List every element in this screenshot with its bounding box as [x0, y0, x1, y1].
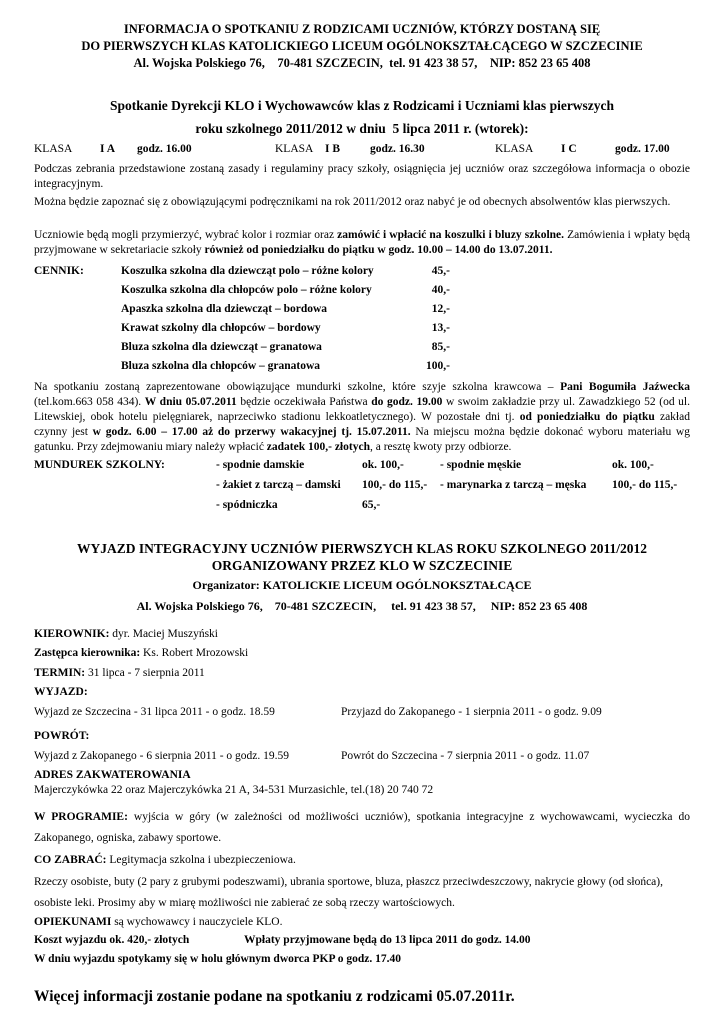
wplaty: Wpłaty przyjmowane będą do 13 lipca 2011 do godz. 14.00	[244, 934, 531, 946]
class-time: godz. 17.00	[615, 143, 670, 155]
mundurek-cell: 65,-	[362, 499, 381, 511]
koszt: Koszt wyjazdu ok. 420,- złotych	[34, 934, 190, 946]
class-name: I A	[100, 143, 116, 155]
cennik-item-name: Bluza szkolna dla chłopców – granatowa	[121, 360, 321, 372]
class-name: I B	[325, 143, 341, 155]
meeting-paragraph-3: Uczniowie będą mogli przymierzyć, wybrać kolor i rozmiar oraz zamówić i wpłacić na koszulki i bluzy szkolne. Zamówienia i wpłaty będą przyjmowane w sekretariacie szkoły również od poniedziałku do piątku w godz. 10.00 – 14.00 do 13.07.2011.	[34, 229, 690, 256]
cennik-item-name: Krawat szkolny dla chłopców – bordowy	[121, 322, 321, 334]
cennik-item-price: 45,-	[431, 265, 450, 277]
adres-label: ADRES ZAKWATEROWANIA	[34, 769, 191, 781]
class-time: godz. 16.30	[370, 143, 425, 155]
powrot-departure: Wyjazd z Zakopanego - 6 sierpnia 2011 - o godz. 19.59	[34, 750, 289, 762]
wyjazd-departure: Wyjazd ze Szczecina - 31 lipca 2011 - o godz. 18.59	[34, 706, 275, 718]
meeting-title-1: Spotkanie Dyrekcji KLO i Wychowawców klas z Rodzicami i Uczniami klas pierwszych	[109, 98, 615, 113]
cennik-item-name: Koszulka szkolna dla chłopców polo – różne kolory	[121, 284, 372, 296]
header-line-2: DO PIERWSZYCH KLAS KATOLICKIEGO LICEUM OGÓLNOKSZTAŁCĄCEGO W SZCZECINIE	[81, 39, 643, 53]
termin: TERMIN: 31 lipca - 7 sierpnia 2011	[34, 667, 205, 679]
header-address: Al. Wojska Polskiego 76, 70-481 SZCZECIN, tel. 91 423 38 57, NIP: 852 23 65 408	[133, 56, 591, 70]
spotkanie-dworzec: W dniu wyjazdu spotykamy się w holu głównym dworca PKP o godz. 17.40	[34, 953, 401, 965]
cennik-item-price: 40,-	[431, 284, 450, 296]
mundurek-cell: ok. 100,-	[362, 459, 404, 471]
powrot-label: POWRÓT:	[34, 730, 90, 742]
classes-row	[0, 143, 724, 159]
class-label: KLASA	[34, 143, 73, 155]
mundurek-cell: 100,- do 115,-	[612, 479, 678, 491]
class-label: KLASA	[275, 143, 314, 155]
adres: Majerczykówka 22 oraz Majerczykówka 21 A, 34-531 Murzasichle, tel.(18) 20 740 72	[34, 784, 434, 796]
cennik-label: CENNIK:	[34, 265, 84, 277]
cennik-item-price: 85,-	[431, 341, 450, 353]
trip-title-2: ORGANIZOWANY PRZEZ KLO W SZCZECINIE	[211, 558, 513, 573]
cennik-item-price: 12,-	[431, 303, 450, 315]
footer-note: Więcej informacji zostanie podane na spotkaniu z rodzicami 05.07.2011r.	[34, 988, 515, 1005]
class-name: I C	[561, 143, 577, 155]
cennik-item-name: Koszulka szkolna dla dziewcząt polo – różne kolory	[121, 265, 374, 277]
mundurek-cell: 100,- do 115,-	[362, 479, 428, 491]
meeting-paragraph-1: Podczas zebrania przedstawione zostaną zasady i regulaminy pracy szkoły, osiągnięcia jej uczniów oraz szczegółowa informacja o obozie integracyjnym.	[34, 163, 690, 190]
wyjazd-label: WYJAZD:	[34, 686, 88, 698]
mundurek-cell: - spodnie damskie	[216, 459, 305, 471]
opiekunami: OPIEKUNAMI są wychowawcy i nauczyciele KLO.	[34, 916, 283, 928]
wyjazd-arrival: Przyjazd do Zakopanego - 1 sierpnia 2011 - o godz. 9.09	[341, 706, 602, 718]
class-label: KLASA	[495, 143, 534, 155]
trip-organizer: Organizator: KATOLICKIE LICEUM OGÓLNOKSZTAŁCĄCE	[192, 578, 532, 592]
cennik-item-price: 100,-	[426, 360, 450, 372]
mundurek-label: MUNDUREK SZKOLNY:	[34, 459, 165, 471]
program: W PROGRAMIE: wyjścia w góry (w zależności od możliwości uczniów), spotkania integracyjne z wychowawcami, wycieczka do Zakopanego, ogniska, zabawy sportowe.	[34, 811, 690, 844]
mundurek-paragraph: Na spotkaniu zostaną zaprezentowane obowiązujące mundurki szkolne, które szyje szkolna krawcowa – Pani Bogumiła Jaźwecka (tel.kom.663 058 434). W dniu 05.07.2011 będzie oczekiwała Państwa do godz. 19.00 w swoim zakładzie przy ul. Zawadzkiego 52 (od ul. Litewskiej, obok hotelu pielęgniarek, naprzeciwko stadionu lekkoatletycznego). W pozostałe dni tj. od poniedziałku do piątku zakład czynny jest w godz. 6.00 – 17.00 aż do przerwy wakacyjnej tj. 15.07.2011. Na miejscu można będzie dokonać wyboru materiału wg gatunku. Przy zdejmowaniu miary należy wpłacić zadatek 100,- złotych, a resztę kwoty przy odbiorze.	[34, 381, 690, 453]
cennik-item-price: 13,-	[431, 322, 450, 334]
mundurek-cell: - żakiet z tarczą – damski	[216, 479, 341, 491]
mundurek-cell: - spódniczka	[216, 499, 278, 511]
kierownik: KIEROWNIK: dyr. Maciej Muszyński	[34, 628, 219, 640]
co-zabrac: CO ZABRAĆ: Legitymacja szkolna i ubezpieczeniowa.	[34, 854, 296, 866]
zastepca: Zastępca kierownika: Ks. Robert Mrozowski	[34, 647, 249, 659]
mundurek-cell: ok. 100,-	[612, 459, 654, 471]
mundurek-cell: - spodnie męskie	[440, 459, 522, 471]
trip-title-1: WYJAZD INTEGRACYJNY UCZNIÓW PIERWSZYCH KLAS ROKU SZKOLNEGO 2011/2012	[77, 541, 647, 556]
rzeczy: Rzeczy osobiste, buty (2 pary z grubymi podeszwami), ubrania sportowe, bluza, płaszcz przeciwdeszczowy, nakrycie głowy (od słońca), osobiste leki. Prosimy aby w miarę możliwości nie zabierać ze sobą rzeczy wartościowych.	[34, 876, 663, 909]
cennik-item-name: Bluza szkolna dla dziewcząt – granatowa	[121, 341, 322, 353]
class-time: godz. 16.00	[137, 143, 192, 155]
meeting-title-2: roku szkolnego 2011/2012 w dniu 5 lipca 2011 r. (wtorek):	[195, 121, 529, 136]
meeting-paragraph-2: Można będzie zapoznać się z obowiązującymi podręcznikami na rok 2011/2012 oraz nabyć je od obecnych absolwentów klas pierwszych.	[34, 196, 671, 208]
header-line-1: INFORMACJA O SPOTKANIU Z RODZICAMI UCZNIÓW, KTÓRZY DOSTANĄ SIĘ	[123, 22, 601, 36]
cennik-item-name: Apaszka szkolna dla dziewcząt – bordowa	[121, 303, 328, 315]
powrot-arrival: Powrót do Szczecina - 7 sierpnia 2011 - o godz. 11.07	[341, 750, 590, 762]
mundurek-cell: - marynarka z tarczą – męska	[440, 479, 587, 491]
trip-address: Al. Wojska Polskiego 76, 70-481 SZCZECIN, tel. 91 423 38 57, NIP: 852 23 65 408	[136, 599, 588, 613]
